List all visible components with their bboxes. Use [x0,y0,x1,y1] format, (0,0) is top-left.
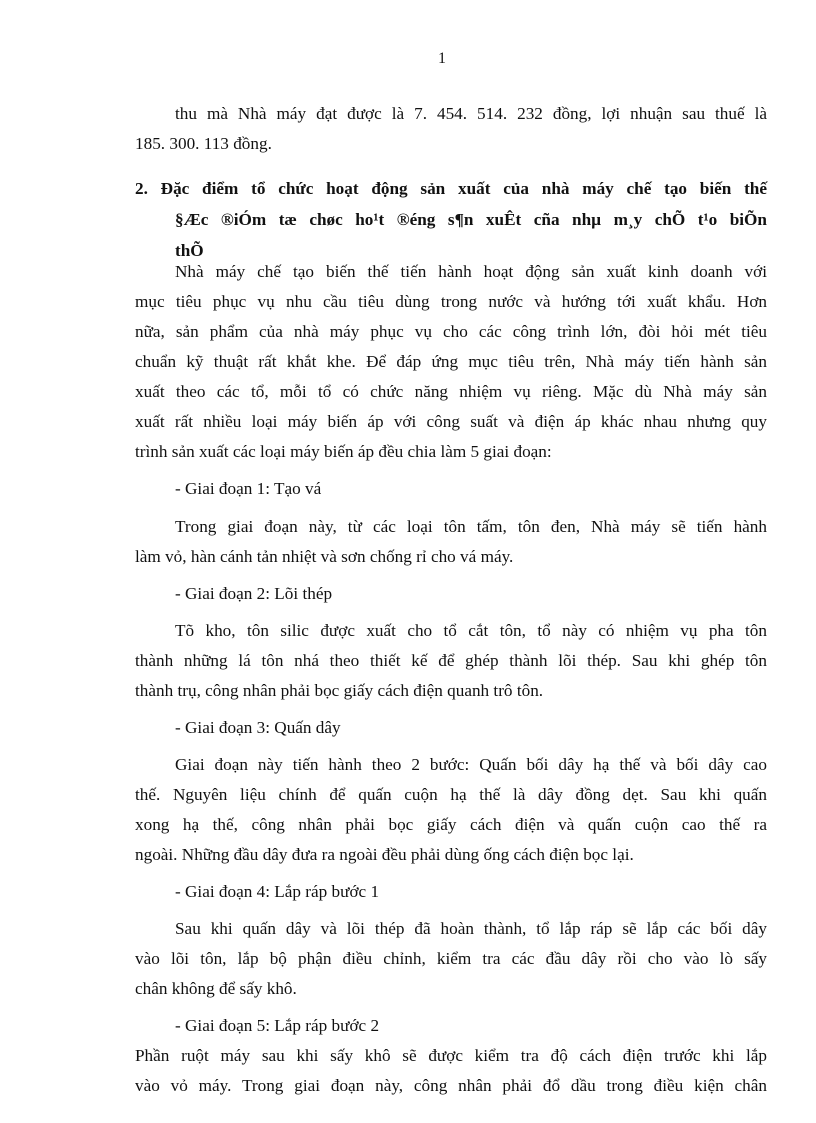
stage-4-title: - Giai đoạn 4: Lắp ráp bước 1 [175,882,380,901]
stage-2-title: - Giai đoạn 2: Lõi thép [175,584,333,603]
stage-3-line: xong hạ thế, công nhân phải bọc giấy cách điện và quấn cuộn cao thế ra [135,815,767,834]
section-heading-line-2: §Æc ®iÓm tæ chøc ho¹t ®éng s¶n xuÊt cña nhµ m¸y chÕ t¹o biÕn [175,210,767,229]
stage-1-line: làm vỏ, hàn cánh tản nhiệt và sơn chống rỉ cho vá máy. [135,547,514,566]
paragraph-line: xuất rất nhiều loại máy biến áp với công suất và điện áp khác nhau nhưng quy [135,412,767,431]
stage-1-title: - Giai đoạn 1: Tạo vá [175,479,322,498]
stage-4-line: Sau khi quấn dây và lõi thép đã hoàn thành, tổ lắp ráp sẽ lắp các bối dây [175,919,767,938]
paragraph-line: Nhà máy chế tạo biến thế tiến hành hoạt động sản xuất kinh doanh với [175,262,767,281]
paragraph-line: chuẩn kỹ thuật rất khắt khe. Để đáp ứng mục tiêu trên, Nhà máy tiến hành sản [135,352,767,371]
stage-4-line: chân không để sấy khô. [135,979,297,998]
stage-1-line: Trong giai đoạn này, từ các loại tôn tấm, tôn đen, Nhà máy sẽ tiến hành [175,517,767,536]
paragraph-line: nữa, sản phẩm của nhà máy phục vụ cho các công trình lớn, đòi hỏi mét tiêu [135,322,767,341]
stage-5-title: - Giai đoạn 5: Lắp ráp bước 2 [175,1016,380,1035]
stage-3-line: ngoài. Những đầu dây đưa ra ngoài đều phải dùng ống cách điện bọc lại. [135,845,634,864]
stage-5-line: vào vỏ máy. Trong giai đoạn này, công nhân phải đổ dầu trong điều kiện chân [135,1076,767,1095]
stage-3-line: thế. Nguyên liệu chính để quấn cuộn hạ thế là dây đồng dẹt. Sau khi quấn [135,785,767,804]
intro-line-1: thu mà Nhà máy đạt được là 7. 454. 514. 232 đồng, lợi nhuận sau thuế là [175,104,767,123]
section-heading-line-1: 2. Đặc điểm tổ chức hoạt động sản xuất của nhà máy chế tạo biến thế [135,179,767,198]
stage-2-line: Tõ kho, tôn silic được xuất cho tổ cắt tôn, tổ này có nhiệm vụ pha tôn [175,621,767,640]
section-heading-line-3: thÕ [175,241,204,260]
page-number: 1 [438,50,446,67]
stage-5-line: Phần ruột máy sau khi sấy khô sẽ được kiểm tra độ cách điện trước khi lắp [135,1046,767,1065]
stage-3-line: Giai đoạn này tiến hành theo 2 bước: Quấn bối dây hạ thế và bối dây cao [175,755,767,774]
stage-3-title: - Giai đoạn 3: Quấn dây [175,718,341,737]
stage-2-line: thành những lá tôn nhá theo thiết kế để ghép thành lõi thép. Sau khi ghép tôn [135,651,767,670]
stage-4-line: vào lõi tôn, lắp bộ phận điều chỉnh, kiểm tra các đầu dây rồi cho vào lò sấy [135,949,767,968]
stage-2-line: thành trụ, công nhân phải bọc giấy cách điện quanh trô tôn. [135,681,544,700]
intro-line-2: 185. 300. 113 đồng. [135,134,272,153]
paragraph-line: trình sản xuất các loại máy biến áp đều chia làm 5 giai đoạn: [135,442,552,461]
paragraph-line: xuất theo các tổ, mỗi tổ có chức năng nhiệm vụ riêng. Mặc dù Nhà máy sản [135,382,767,401]
paragraph-line: mục tiêu phục vụ nhu cầu tiêu dùng trong nước và hướng tới xuất khẩu. Hơn [135,292,767,311]
